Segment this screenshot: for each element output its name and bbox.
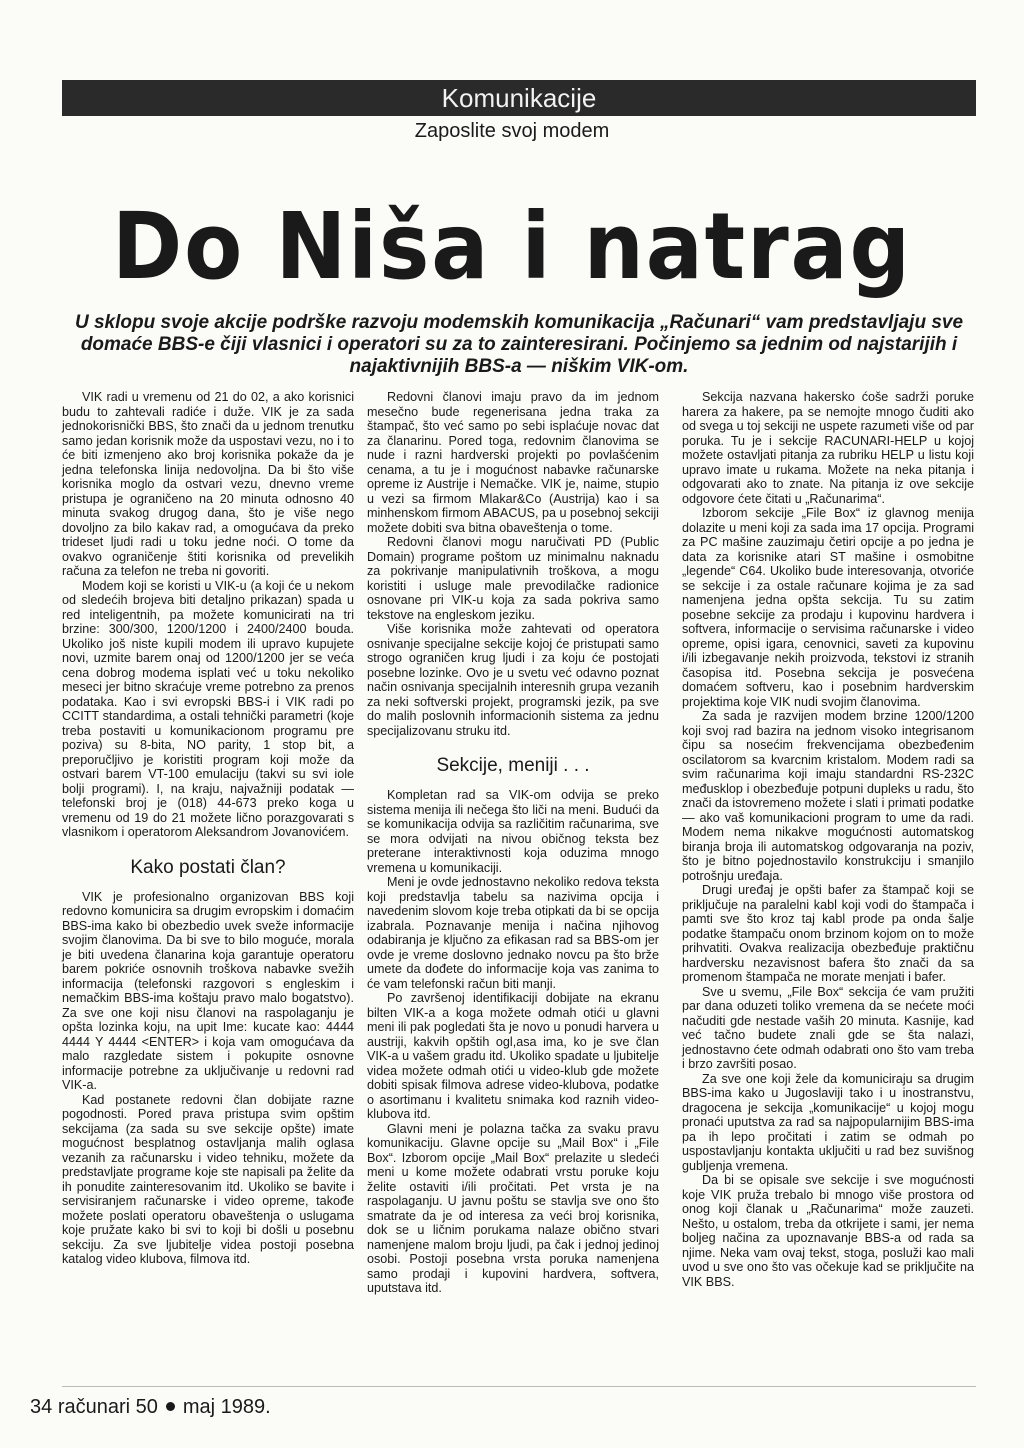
section-banner: Komunikacije — [62, 80, 976, 116]
subtitle: Zaposlite svoj modem — [414, 120, 610, 142]
paragraph: Da bi se opisale sve sekcije i sve mogućnosti koje VIK pruža trebalo bi mnogo više prostora od onog koji članak u „Računarima“ može zauzeti. Nešto, u ostalom, treba da otkrijete i sami, jer nema boljeg načina za upoznavanje BBS-a od rada sa njime. Neka vam ovaj tekst, stoga, posluži kao mali uvod u sve ono što vas očekuje kad se priključite na VIK BBS. — [682, 1173, 974, 1289]
magazine-issue: računari 50 — [57, 1396, 158, 1418]
paragraph: VIK je profesionalno organizovan BBS koji redovno komunicira sa drugim evropskim i domaćim BBS-ima kako bi obezbedio uvek sveže informacije svojim članovima. Da bi sve to bilo moguće, morala je biti uvedena članarina koja garantuje operatoru barem pokriće osnovnih troškova nabavke svežih informacija (telefonski razgovori s engleskim i nemačkim BBS-ima koštaju pravo malo bogatstvo). Za sve one koji nisu članovi na raspolaganju je opšta lozinka koju, na upit Ime: kucate kao: 4444 4444 Y 4444 <ENTER> i koja vam omogućava da malo razgledate sistem i pokupite osnovne informacije potrebne za uključivanje u redovni rad VIK-a. — [62, 889, 354, 1092]
paragraph: Za sada je razvijen modem brzine 1200/1200 koji svoj rad bazira na jednom visoko integrisanom čipu sa nosećim frekvencijama obezbeđenim oscilatorom sa kvarcnim kristalom. Modem radi sa svim računarima koji imaju standardni RS-232C međusklop i obezbeđuje potpuni dupleks u radu, što znači da istovremeno možete i slati i primati podatke — ako vaš komunikacioni program to ume da radi. Modem nema nikakve mogućnosti automatskog biranja broja ili automatskog odgovaranja na poziv, što je bitno pojednostavilo konstrukciju i smanjilo potrošnju uređaja. — [682, 709, 974, 883]
paragraph: Kompletan rad sa VIK-om odvija se preko sistema menija ili nečega što liči na meni. Budući da se komunikacija odvija sa različitim računarima, sve se mora odvijati na nivou običnog teksta bez preterane interaktivnosti koja oduzima mnogo vremena u komunikaciji. — [367, 788, 659, 875]
paragraph: Redovni članovi mogu naručivati PD (Public Domain) programe poštom uz minimalnu naknadu za pokrivanje manipulativnih troškova, a mogu koristiti i usluge male prevodilačke radionice osnovane pri VIK-u koja za sada pokriva samo tekstove na engleskom jeziku. — [367, 535, 659, 622]
paragraph: Kad postanete redovni član dobijate razne pogodnosti. Pored prava pristupa svim opštim sekcijama (za sada su sve sekcije opšte) imate mogućnost besplatnog ostavljanja malih oglasa vezanih za računarsku i video tehniku, možete da predstavljate programe koje ste napisali pa želite da ih ponudite zainteresovanim itd. Ukoliko se bavite i servisiranjem računarske i video opreme, takođe možete poslati operatoru obaveštenja o uslugama koje pružate kako bi svi to koji bi došli u posebnu sekciju. Za sve ljubitelje videa postoji posebna katalog video klubova, filmova itd. — [62, 1092, 354, 1266]
paragraph: VIK radi u vremenu od 21 do 02, a ako korisnici budu to zahtevali radiće i duže. VIK je za sada jednokorisnički BBS, što znači da u jednom trenutku samo jedan korisnik može da uspostavi vezu, no i to će biti izmenjeno ako broj korisnika pokaže da je jedna telefonska linija nedovoljna. Da bi što više korisnika moglo da ostvari vezu, dnevno vreme pristupa je ograničeno na 20 minuta odnosno 40 minuta svakog drugog dana, što je više nego dovoljno za bilo kakav rad, a omogućava da preko trideset ljudi radi u toku jedne noći. O tome da ovakvo ograničenje štiti korisnika od prevelikih računa za telefon ne treba ni govoriti. — [62, 390, 354, 578]
page-number: 34 — [30, 1396, 53, 1418]
article-column-1 — [62, 390, 354, 1267]
bullet-dot — [166, 1402, 175, 1411]
paragraph: Sve u svemu, „File Box“ sekcija će vam pružiti par dana oduzeti toliko vremena da se nećete moći načuditi gde nestade vaših 20 minuta. Kasnije, kad već tačno budete znali gde se šta nalazi, jednostavno ćete odmah odabrati ono što vam treba i brzo završiti posao. — [682, 984, 974, 1071]
section-heading: Kako postati član? — [130, 856, 286, 878]
paragraph: Modem koji se koristi u VIK-u (a koji će u nekom od sledećih brojeva biti detaljno prikazan) spada u red inteligentnih, pa možete komunicirati na tri brzine: 300/300, 1200/1200 i 2400/2400 bouda. Ukoliko još niste kupili modem ili upravo kupujete novi, uzmite barem onaj od 1200/1200 jer se veća cena dobrog modema isplati već u toku nekoliko meseci jer bitno skraćuje vreme potrebno za prenos podataka. Kao i svi evropski BBS-i i VIK radi po CCITT standardima, a ostali tehnički parametri (koje treba postaviti u komunikacionom programu pre poziva) su 8-bita, NO parity, 1 stop bit, a preporučljivo je koristiti program koji može da ostvari barem VT-100 emulaciju (takvi su svi iole bolji programi). I, na kraju, najvažniji podatak — telefonski broj je (018) 44-673 preko koga u vremenu od 19 do 21 možete lično porazgovarati s vlasnikom i operatorom Aleksandrom Jovanovićem. — [62, 578, 354, 839]
section-heading: Sekcije, meniji . . . — [436, 755, 590, 776]
paragraph: Sekcija nazvana hakersko ćoše sadrži poruke harera za hakere, pa se nemojte mnogo čuditi ako od svega u toj sekciji ne uspete razumeti više od par poruka. Tu je i sekcije RACUNARI-HELP u kojoj možete ostavljati pitanja za rubriku HELP u listu koji upravo imate u rukama. Možete na neka pitanja i odgovarati ako to znate. Na pitanja iz ove sekcije odgovore ćete čitati u „Računarima“. — [682, 390, 974, 506]
paragraph: Meni je ovde jednostavno nekoliko redova teksta koji predstavlja tabelu sa nazivima opcija i navedenim slovom koje treba otipkati da bi se opcija izabrala. Poznavanje menija i načina njihovog odabiranja je ključno za efikasan rad sa BBS-om jer ovde je vreme doslovno jednako novcu pa što brže umete da dođete do informacije koja vas zanima to će vam telefonski račun biti manji. — [367, 875, 659, 991]
paragraph: Za sve one koji žele da komuniciraju sa drugim BBS-ima kako u Jugoslaviji tako i u inostranstvu, dragocena je sekcija „komunikacije“ u kojoj mogu pronaći uputstva za rad sa najpopularnijim BBS-ima pa ih lepo pročitati i zatim se odmah po uspostavljanju kontakta uključiti u rad bez suvišnog gubljenja vremena. — [682, 1071, 974, 1173]
paragraph: Izborom sekcije „File Box“ iz glavnog menija dolazite u meni koji za sada ima 17 opcija. Programi za PC mašine zauzimaju četiri opcije a po jedna je data za korisnike atari ST mašine i osmobitne „legende“ C64. Ukoliko bude interesovanja, otvoriće se sekcije i za ostale računare kojima je za sad namenjena jedna opšta sekcija. Tu su zatim posebne sekcije za prodaju i kupovinu hardvera i softvera, informacije o servisima računarske i video opreme, opisi igara, cenovnici, saveti za kupovinu i/ili izbegavanje nekih proizvoda, tekstovi iz stranih časopisa itd. Posebna sekcija je posvećena domaćem softveru, kao i posebnim hardverskim projektima koje VIK nudi svojim članovima. — [682, 506, 974, 709]
paragraph: Više korisnika može zahtevati od operatora osnivanje specijalne sekcije kojoj će pristupati samo strogo ograničen krug ljudi i za koju će postojati posebne lozinke. Ovo je u svetu već odavno poznat način osnivanja specijalnih interesnih grupa vezanih za neki softverski projekt, programski jezik, pa sve do malih poslovnih informacionih sistema za jednu specijalizovanu struku itd. — [367, 622, 659, 738]
page-footer — [30, 1394, 271, 1420]
article-column-2 — [367, 390, 659, 1296]
headline: Do Niša i natrag — [112, 193, 912, 300]
paragraph: Po završenoj identifikaciji dobijate na ekranu bilten VIK-a a koga možete odmah otići u glavni meni ili pak pogledati šta je novo u ponudi harvera u austriji, kakvih opštih ogl,asa ima, ko je sve član VIK-a u vašem gradu itd. Ukoliko spadate u ljubitelje videa možete odmah otići u video-klub gde možete dobiti spisak filmova adrese video-klubova, podatke o asortimanu i kvalitetu snimaka kod raznih video-klubova itd. — [367, 991, 659, 1121]
lead-paragraph: U sklopu svoje akcije podrške razvoju modemskih komunikacija „Računari“ vam predstavljaju sve domaće BBS-e čiji vlasnici i operatori su za to zainteresirani. Počinjemo sa jednim od najstarijih i najaktivnijih BBS-a — niškim VIK-om. — [74, 312, 964, 377]
issue-date: maj 1989. — [182, 1396, 271, 1418]
footer-rule — [62, 1386, 976, 1387]
paragraph: Glavni meni je polazna tačka za svaku pravu komunikaciju. Glavne opcije su „Mail Box“ i „File Box“. Izborom opcije „Mail Box“ prelazite u sledeći meni u kome možete odabrati vrstu poruke koju želite ostaviti i/ili pročitati. Pet vrsta je na raspolaganju. U javnu poštu se stavlja sve ono što smatrate da je od interesa za veći broj korisnika, dok se u ličnim porukama nalaze obično stvari namenjene malom broju ljudi, pa čak i jednoj jedinoj osobi. Postoji posebna vrsta poruka namenjena samo prodaji i kupovini hardvera, softvera, uputstava itd. — [367, 1121, 659, 1295]
paragraph: Redovni članovi imaju pravo da im jednom mesečno bude regenerisana jedna traka za štampač, što već samo po sebi isplaćuje novac dat za članarinu. Pored toga, redovnim članovima se nude i razni hardverski projekti po povlašćenim cenama, a tu je i mogućnost nabavke računarske opreme iz Austrije i Nemačke. VIK je, naime, stupio u vezi sa firmom Mlakar&Co (Austrija) kao i sa minhenskom firmom ABACUS, pa u posebnoj sekciji možete dobiti sva bitna obaveštenja o tome. — [367, 390, 659, 535]
article-column-3 — [682, 390, 974, 1289]
paragraph: Drugi uređaj je opšti bafer za štampač koji se priključuje na paralelni kabl koji vodi do štampača i pamti sve što kroz taj kabl prode pa onda šalje podatke štampaču onom brzinom kojom on to može prihvatiti. Ovakva realizacija obezbeđuje praktičnu hardversku nezavisnost bafera što znači da sa promenom štampača ne morate menjati i bafer. — [682, 883, 974, 984]
